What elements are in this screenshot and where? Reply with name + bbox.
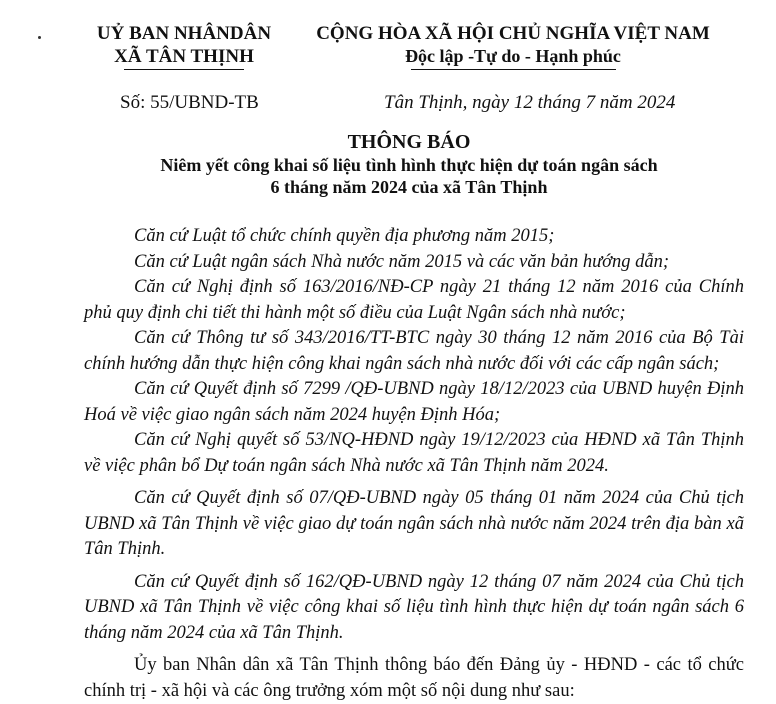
paragraph: Căn cứ Quyết định số 7299 /QĐ-UBND ngày 18/12/2023 của UBND huyện Định Hoá về việc giao ngân sách năm 2024 huyện Định Hóa; (84, 379, 744, 425)
paragraph: Căn cứ Luật ngân sách Nhà nước năm 2015 và các văn bản hướng dẫn; (134, 251, 670, 272)
title-main: THÔNG BÁO (347, 131, 471, 153)
paragraph: Căn cứ Luật tổ chức chính quyền địa phương năm 2015; (134, 226, 555, 246)
scan-speck (38, 36, 41, 39)
title-line-2: Niêm yết công khai số liệu tình hình thực hiện dự toán ngân sách (160, 155, 658, 175)
paragraph: Ủy ban Nhân dân xã Tân Thịnh thông báo đến Đảng ủy - HĐND - các tổ chức chính trị - xã hội và các ông trưởng xóm một số nội dung như sau: (84, 655, 744, 701)
paragraph: Căn cứ Thông tư số 343/2016/TT-BTC ngày 30 tháng 12 năm 2016 của Bộ Tài chính hướng dẫn thực hiện công khai ngân sách nhà nước đối với các cấp ngân sách; (84, 328, 744, 374)
authority-line-2: XÃ TÂN THỊNH (114, 46, 254, 67)
paragraph: Căn cứ Quyết định số 07/QĐ-UBND ngày 05 tháng 01 năm 2024 của Chủ tịch UBND xã Tân Thịnh về việc giao dự toán ngân sách nhà nước năm 2024 trên địa bàn xã Tân Thịnh. (84, 488, 744, 559)
national-motto (298, 22, 728, 70)
document-body (84, 224, 744, 704)
motto-line-1: CỘNG HÒA XÃ HỘI CHỦ NGHĨA VIỆT NAM (316, 23, 710, 44)
document-date: Tân Thịnh, ngày 12 tháng 7 năm 2024 (384, 92, 676, 113)
authority-underline (124, 69, 244, 70)
issuing-authority (84, 22, 284, 70)
paragraph: Căn cứ Nghị định số 163/2016/NĐ-CP ngày 21 tháng 12 năm 2016 của Chính phủ quy định chi tiết thi hành một số điều của Luật Ngân sách nhà nước; (84, 277, 744, 323)
document-number: Số: 55/UBND-TB (120, 92, 259, 113)
title-line-3: 6 tháng năm 2024 của xã Tân Thịnh (270, 177, 548, 197)
paragraph: Căn cứ Nghị quyết số 53/NQ-HĐND ngày 19/12/2023 của HĐND xã Tân Thịnh về việc phân bổ Dự toán ngân sách Nhà nước xã Tân Thịnh năm 2024. (84, 430, 744, 476)
motto-line-2: Độc lập -Tự do - Hạnh phúc (405, 46, 621, 66)
authority-line-1: UỶ BAN NHÂNDÂN (96, 23, 272, 44)
document-title (84, 130, 734, 198)
motto-underline (411, 69, 616, 70)
paragraph: Căn cứ Quyết định số 162/QĐ-UBND ngày 12 tháng 07 năm 2024 của Chủ tịch UBND xã Tân Thịnh về việc công khai số liệu tình hình thực hiện dự toán ngân sách 6 tháng năm 2024 của xã Tân Thịnh. (84, 571, 744, 643)
